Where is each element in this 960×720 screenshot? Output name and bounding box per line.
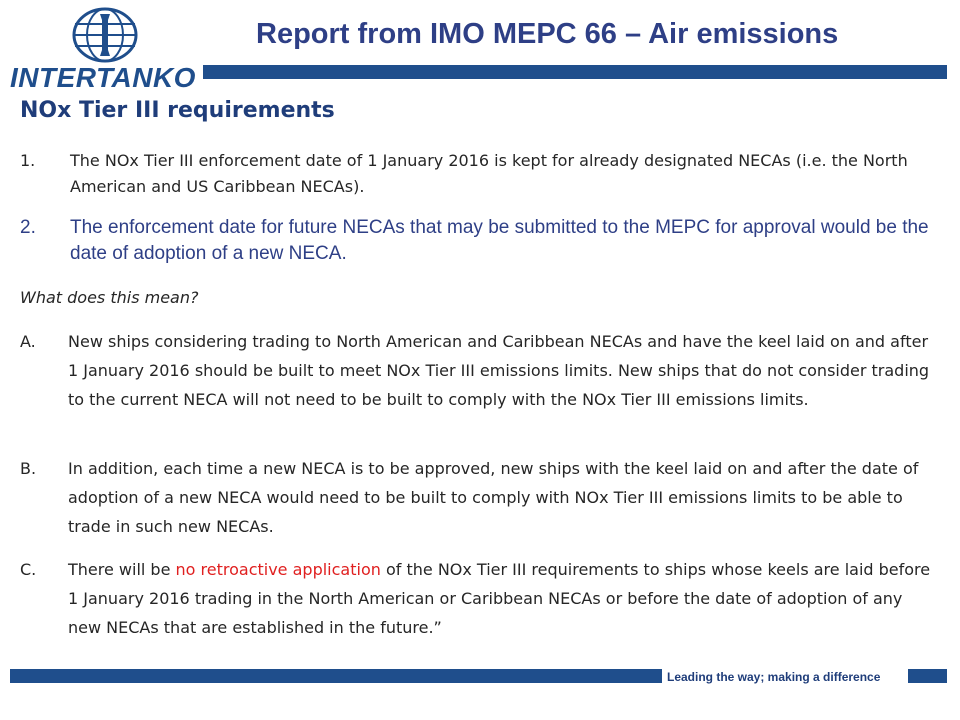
item-text: The NOx Tier III enforcement date of 1 January 2016 is kept for already designated NECAs (i.e. the North American and US Caribbean NECAs). [70,151,908,196]
footer-tagline: Leading the way; making a difference [667,670,881,684]
item-text: The enforcement date for future NECAs that may be submitted to the MEPC for approval would be the date of adoption of a new NECA. [70,217,929,264]
item-number: 2. [20,217,36,238]
footer-bar-left [10,669,662,683]
item-number: 1. [20,151,36,170]
logo-wordmark: INTERTANKO [10,62,196,93]
question-note: What does this mean? [20,288,199,307]
item-letter: A. [20,332,36,351]
text-before: There will be [68,560,176,579]
item-letter: C. [20,560,37,579]
globe-logo-icon [70,6,140,64]
item-text: New ships considering trading to North American and Caribbean NECAs and have the keel laid on and after 1 January 2016 should be built to meet NOx Tier III emissions limits. New ships that do not consider trading to the current NECA will not need to be built to comply with the NOx Tier III emissions limits. [68,332,930,409]
footer-bar-right [908,669,947,683]
highlighted-text: no retroactive application [175,560,381,579]
item-text: In addition, each time a new NECA is to be approved, new ships with the keel laid on and after the date of adoption of a new NECA would need to be built to comply with NOx Tier III emissions limits to be able to trade in such new NECAs. [68,459,919,536]
text-after: of the NOx Tier III requirements to ships whose keels are laid before 1 January 2016 trading in the North American or Caribbean NECAs or before the date of adoption of any new NECAs that are established in the future.” [68,560,931,637]
item-text [68,555,940,642]
section-title: NOx Tier III requirements [20,98,335,123]
page-title: Report from IMO MEPC 66 – Air emissions [256,18,839,50]
header-divider-bar [203,65,947,79]
intertanko-logo [10,6,200,93]
item-letter: B. [20,459,37,478]
